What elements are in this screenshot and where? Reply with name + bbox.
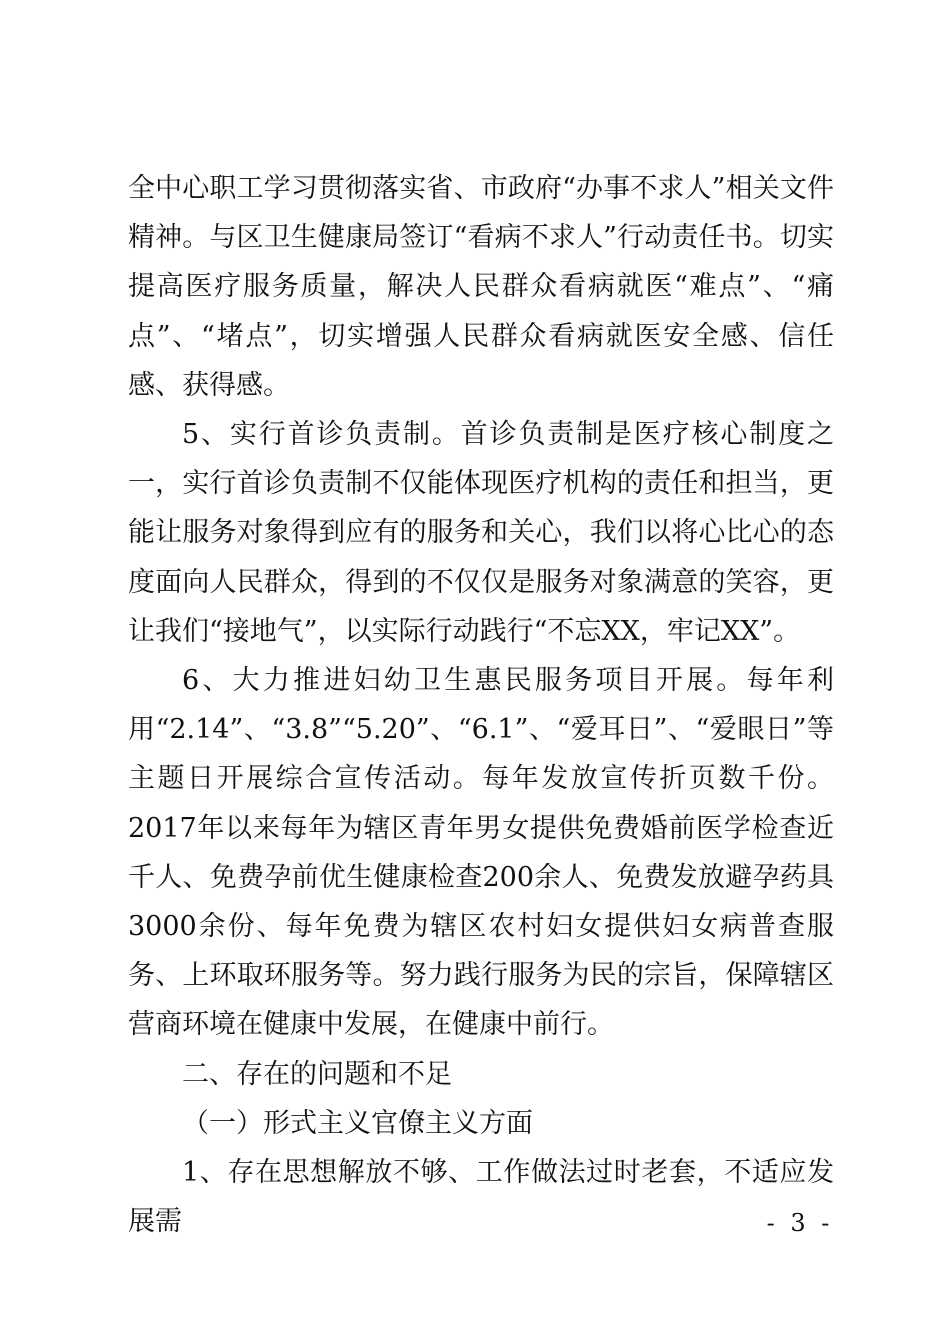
paragraph-continuation: 全中心职工学习贯彻落实省、市政府“办事不求人”相关文件精神。与区卫生健康局签订“看病不求人”行动责任书。切实提高医疗服务质量，解决人民群众看病就医“难点”、“痛点”、“堵点”，切实增强人民群众看病就医安全感、信任感、获得感。 (128, 173, 834, 401)
section-heading: 二、存在的问题和不足 (182, 1058, 452, 1090)
page-number: - 3 - (766, 1209, 834, 1237)
paragraph-item-6: 6、大力推进妇幼卫生惠民服务项目开展。每年利用“2.14”、“3.8”“5.20”、“6.1”、“爱耳日”、“爱眼日”等主题日开展综合宣传活动。每年发放宣传折页数千份。2017年以来每年为辖区青年男女提供免费婚前医学检查近千人、免费孕前优生健康检查200余人、免费发放避孕药具3000余份、每年免费为辖区农村妇女提供妇女病普查服务、上环取环服务等。努力践行服务为民的宗旨，保障辖区营商环境在健康中发展，在健康中前行。 (128, 665, 834, 1041)
paragraph-item-5: 5、实行首诊负责制。首诊负责制是医疗核心制度之一，实行首诊负责制不仅能体现医疗机构的责任和担当，更能让服务对象得到应有的服务和关心，我们以将心比心的态度面向人民群众，得到的不仅仅是服务对象满意的笑容，更让我们“接地气”，以实际行动践行“不忘XX，牢记XX”。 (128, 419, 834, 647)
paragraph-item-1: 1、存在思想解放不够、工作做法过时老套，不适应发展需 (128, 1157, 834, 1238)
subsection-heading: （一）形式主义官僚主义方面 (182, 1107, 533, 1139)
document-body (128, 164, 834, 1246)
